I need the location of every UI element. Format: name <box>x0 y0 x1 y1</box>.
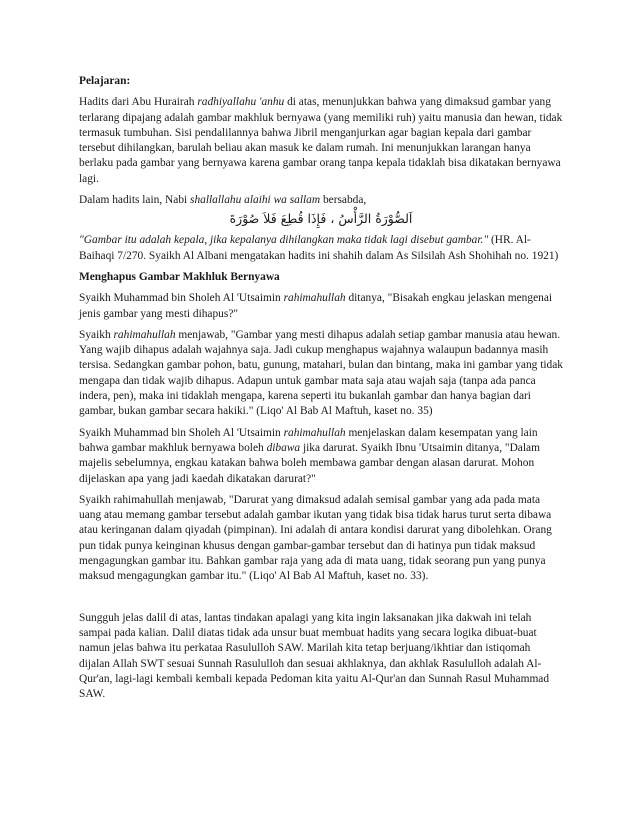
italic-text-run: "Gambar itu adalah kepala, jika kepalanya dihilangkan maka tidak lagi disebut gambar." <box>79 234 489 247</box>
paragraph-4 <box>79 291 563 322</box>
text-run: Syaikh rahimahullah menjawab, "Darurat yang dimaksud adalah semisal gambar yang ada pada mata uang atau memang gambar tersebut adalah gambar ikutan yang tidak bisa tidak harus turut serta dibawa atau keringanan dalam qiyadah (pimpinan). Ini adalah di antara kondisi darurat yang dibolehkan. Orang pun tidak punya keinginan khusus dengan gambar-gambar tersebut dan di hatinya pun tidak maksud mengagungkan gambar itu. Bahkan gambar raja yang ada di mata uang, tidak seorang pun yang punya maksud mengagungkan gambar itu." (Liqo' Al Bab Al Maftuh, kaset no. 33). <box>79 493 552 583</box>
text-run: menjelaskan dalam kesempatan yang lain bahwa gambar makhluk bernyawa boleh <box>79 426 538 454</box>
text-run: Dalam hadits lain, Nabi <box>79 194 191 207</box>
paragraph-6 <box>79 426 563 487</box>
italic-text-run: radhiyallahu 'anhu <box>197 96 285 109</box>
text-run: Sungguh jelas dalil di atas, lantas tindakan apalagi yang kita ingin laksanakan jika dakwah ini telah sampai pada kalian. Dalil diatas tidak ada unsur buat membuat hadits yang secara logika dibuat-buat namun jelas bahwa itu perkataa Rasululloh SAW. Marilah kita tetap berjuang/ikhtiar dan istiqomah dijalan Allah SWT sesuai Sunnah Rasululloh dan sesuai akhlaknya, dan akhlak Rasululloh adalah Al-Qur'an, lagi-lagi kembali kembali kepada Pedoman kita yaitu Al-Qur'an dan Sunnah Rasul Muhammad SAW. <box>79 611 550 701</box>
spacer <box>79 591 563 611</box>
italic-text-run: rahimahullah <box>113 328 176 341</box>
paragraph-3 <box>79 233 563 264</box>
paragraph-8 <box>79 611 563 703</box>
italic-text-run: shallallahu alaihi wa sallam <box>190 194 321 207</box>
paragraph-7 <box>79 493 563 585</box>
text-run: ditanya, "Bisakah engkau jelaskan mengenai jenis gambar yang mesti dihapus?" <box>79 292 553 320</box>
text-run: Syaikh Muhammad bin Sholeh Al 'Utsaimin <box>79 292 284 305</box>
text-run: di atas, menunjukkan bahwa yang dimaksud gambar yang terlarang dipajang adalah gambar makhluk bernyawa (yang memiliki ruh) yaitu manusia dan hewan, tidak termasuk tumbuhan. Sisi pendalilannya bahwa Jibril menganjurkan agar bagian kepala dari gambar tersebut dihilangkan, barulah beliau akan masuk ke dalam rumah. Ini menunjukkan larangan hanya berlaku pada gambar yang bernyawa karena gambar orang tanpa kepala tidaklah bisa dikatakan bernyawa lagi. <box>79 96 563 185</box>
text-run: Syaikh <box>79 328 114 341</box>
text-run: (HR. Al-Baihaqi 7/270. Syaikh Al Albani mengatakan hadits ini shahih dalam As Silsilah Ash Shohihah no. 1921) <box>79 234 559 262</box>
text-run: Hadits dari Abu Hurairah <box>79 96 198 109</box>
document-body <box>79 74 563 708</box>
text-run: Syaikh Muhammad bin Sholeh Al 'Utsaimin <box>79 426 284 439</box>
text-run: menjawab, "Gambar yang mesti dihapus adalah setiap gambar manusia atau hewan. Yang wajib dihapus adalah wajahnya saja. Jadi cukup menghapus wajahnya walaupun badannya masih tersisa. Sedangkan gambar pohon, batu, gunung, matahari, bulan dan bintang, maka ini gambar yang tidak mengapa dan tidak wajib dihapus. Adapun untuk gambar mata saja atau wajah saja (tanpa ada panca indera, pen), maka ini tidaklah mengapa, karena seperti itu bukanlah gambar dan hanya bagian dari gambar, bukan gambar secara hakiki." (Liqo' Al Bab Al Maftuh, kaset no. 35) <box>79 328 563 418</box>
arabic-quote: اَلصُّوْرَةُ الرَّأْسُ ، فَإِذَا قُطِعَ فَلاَ صُوْرَةَ <box>229 211 413 227</box>
text-run: bersabda, <box>320 194 367 207</box>
italic-text-run: rahimahullah <box>283 292 346 305</box>
paragraph-2 <box>79 193 563 208</box>
paragraph-1 <box>79 95 563 187</box>
heading-pelajaran: Pelajaran: <box>79 75 131 87</box>
italic-text-run: dibawa <box>266 441 301 454</box>
italic-text-run: rahimahullah <box>283 426 346 439</box>
heading-menghapus-gambar: Menghapus Gambar Makhluk Bernyawa <box>79 270 280 283</box>
text-run: jika darurat. Syaikh Ibnu 'Utsaimin ditanya, "Dalam majelis sebelumnya, engkau katakan bahwa boleh membawa gambar dengan alasan darurat. Mohon dijelaskan apa yang jadi kaedah dikatakan darurat?" <box>79 441 540 485</box>
paragraph-5 <box>79 328 563 420</box>
